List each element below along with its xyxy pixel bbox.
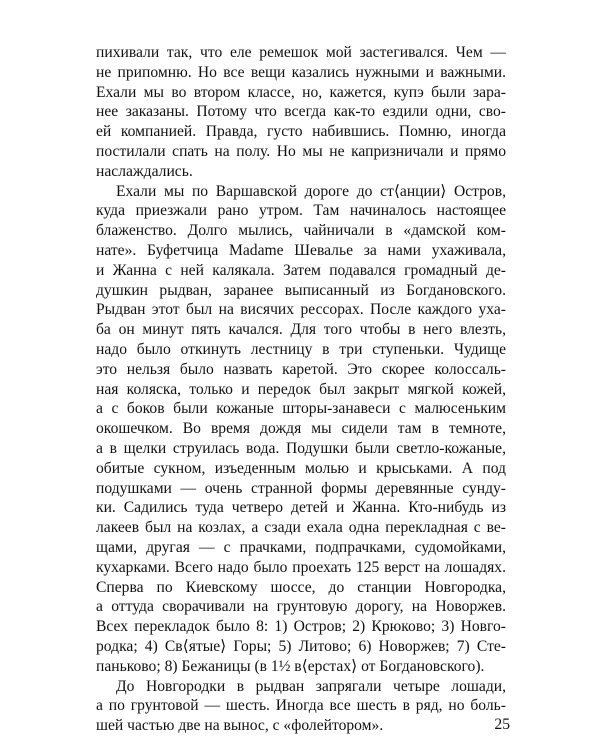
text-line: блаженство. Долго мылись, чайничали в «дамской ком-: [96, 222, 506, 240]
text-line: Сперва по Киевскому шоссе, до станции Новгородка,: [96, 578, 506, 596]
text-line: Рыдван этот был на висячих рессорах. После каждого уха-: [96, 301, 506, 319]
text-line: щами, другая — с прачками, подпрачками, судомойками,: [96, 538, 506, 556]
text-line: Ехали мы во втором классе, но, кажется, купэ были зара-: [96, 83, 506, 101]
text-line: обитые сукном, изъеденным молью и крыськами. А под: [96, 459, 506, 477]
text-line: а в щелки струилась вода. Подушки были светло-кожаные,: [96, 439, 506, 457]
text-line: кухарками. Всего надо было проехать 125 верст на лошадях.: [96, 558, 506, 576]
text-line: а оттуда сворачивали на грунтовую дорогу, на Новоржев.: [96, 598, 506, 616]
text-line: а по грунтовой — шесть. Иногда все шесть в ряд, но боль-: [96, 697, 506, 715]
text-line: и Жанна с ней калякала. Затем подавался громадный де-: [96, 261, 506, 279]
text-line: подушками — очень странной формы деревянные сунду-: [96, 479, 506, 497]
text-line: паньково; 8) Бежаницы (в 1½ в⟨ерстах⟩ от Богдановского).: [96, 657, 485, 675]
text-line: нее заказаны. Потому что всегда как-то ездили одни, сво-: [96, 103, 506, 121]
text-line: куда приезжали рано утром. Там начиналось настоящее: [96, 202, 506, 220]
text-line: До Новгородки в рыдван запрягали четыре лошади,: [116, 677, 506, 695]
text-line: ей компанией. Правда, густо набившись. Помню, иногда: [96, 123, 506, 141]
text-line: ная коляска, только и передок был закрыт мягкой кожей,: [96, 380, 506, 398]
text-line: пихивали так, что еле ремешок мой застегивался. Чем —: [96, 44, 506, 61]
page-body-text: [96, 43, 506, 736]
text-line: наслаждались.: [96, 162, 193, 180]
text-line: нате». Буфетчица Madame Шевалье за нами ухаживала,: [96, 241, 506, 259]
text-line: это нельзя было назвать каретой. Это скорее колоссаль-: [96, 360, 506, 378]
text-line: а с боков были кожаные шторы-занавеси с малюсеньким: [96, 400, 506, 418]
page-number: 25: [494, 716, 510, 733]
text-line: ки. Садились туда четверо детей и Жанна. Кто-нибудь из: [96, 499, 506, 517]
text-line: Ехали мы по Варшавской дороге до ст⟨анции⟩ Остров,: [116, 182, 506, 200]
text-line: родка; 4) Св⟨ятые⟩ Горы; 5) Литово; 6) Новоржев; 7) Сте-: [96, 637, 506, 655]
text-line: шей частью две на вынос, с «фолейтором».: [96, 717, 384, 735]
text-line: окошечком. Во время дождя мы сидели там в темноте,: [96, 420, 506, 438]
text-line: постилали спать на полу. Но мы не капризничали и прямо: [96, 142, 506, 160]
text-line: лакеев был на козлах, а сзади ехала одна перекладная с ве-: [96, 519, 506, 537]
text-line: не припомню. Но все вещи казались нужными и важными.: [96, 63, 506, 81]
text-line: Всех перекладок было 8: 1) Остров; 2) Крюково; 3) Новго-: [96, 618, 506, 636]
text-line: ба он минут пять качался. Для того чтобы в него влезть,: [96, 321, 506, 339]
text-line: душкин рыдван, заранее выписанный из Богдановского.: [96, 281, 506, 299]
text-line: надо было откинуть лестницу в три ступеньки. Чудище: [96, 340, 506, 358]
